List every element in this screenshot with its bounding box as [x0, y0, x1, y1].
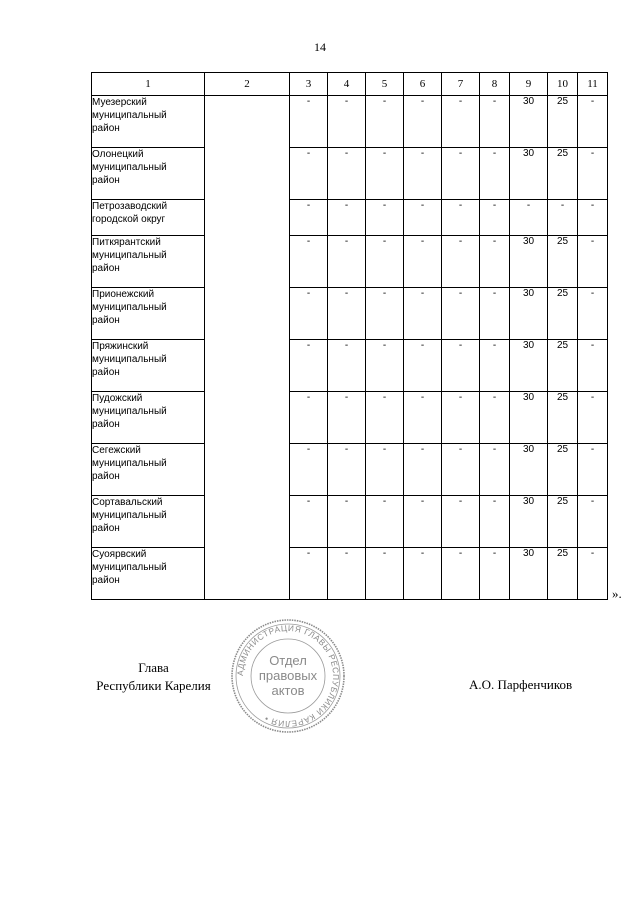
district-name-line: район: [92, 367, 120, 378]
header-cell: 2: [205, 73, 290, 96]
value-cell: -: [328, 496, 366, 548]
stamp-ring-text: АДМИНИСТРАЦИЯ ГЛАВЫ РЕСПУБЛИКИ КАРЕЛИЯ •: [234, 622, 342, 730]
district-name-line: муниципальный: [92, 162, 167, 173]
value-cell: -: [404, 340, 442, 392]
value-cell: -: [578, 200, 608, 236]
value-cell: -: [366, 496, 404, 548]
value-cell: -: [480, 392, 510, 444]
header-cell: 9: [510, 73, 548, 96]
header-cell: 1: [92, 73, 205, 96]
value-cell: -: [404, 236, 442, 288]
value-cell: -: [442, 392, 480, 444]
value-cell: -: [578, 548, 608, 600]
value-cell: -: [290, 392, 328, 444]
value-cell: -: [328, 444, 366, 496]
closing-quote-mark: ».: [612, 586, 622, 601]
value-cell: -: [480, 444, 510, 496]
header-cell: 8: [480, 73, 510, 96]
district-name-line: Прионежский: [92, 289, 155, 300]
value-cell: 30: [510, 548, 548, 600]
value-cell: 30: [510, 340, 548, 392]
header-cell: 7: [442, 73, 480, 96]
value-cell: -: [578, 392, 608, 444]
value-cell: 25: [548, 340, 578, 392]
value-cell: -: [290, 496, 328, 548]
value-cell: -: [578, 496, 608, 548]
value-cell: -: [328, 340, 366, 392]
district-name-line: район: [92, 315, 120, 326]
value-cell: -: [442, 496, 480, 548]
value-cell: -: [404, 444, 442, 496]
table-row: [92, 288, 608, 340]
value-cell: 25: [548, 444, 578, 496]
district-name-line: район: [92, 575, 120, 586]
value-cell: -: [480, 148, 510, 200]
header-cell: 5: [366, 73, 404, 96]
district-name-line: муниципальный: [92, 250, 167, 261]
district-name-line: муниципальный: [92, 302, 167, 313]
value-cell: -: [366, 96, 404, 148]
value-cell: 30: [510, 236, 548, 288]
table-body: [92, 96, 608, 600]
value-cell: -: [366, 340, 404, 392]
value-cell: -: [442, 340, 480, 392]
district-name-line: муниципальный: [92, 510, 167, 521]
value-cell: -: [442, 200, 480, 236]
value-cell: 25: [548, 548, 578, 600]
value-cell: -: [578, 236, 608, 288]
value-cell: -: [480, 548, 510, 600]
value-cell: 30: [510, 288, 548, 340]
value-cell: -: [404, 392, 442, 444]
signatory-title: [91, 659, 216, 695]
value-cell: -: [328, 200, 366, 236]
value-cell: -: [404, 496, 442, 548]
district-name-cell: [92, 288, 205, 340]
value-cell: -: [404, 148, 442, 200]
table-row: [92, 200, 608, 236]
value-cell: -: [442, 444, 480, 496]
district-name-line: район: [92, 123, 120, 134]
district-name-cell: [92, 96, 205, 148]
value-cell: -: [404, 548, 442, 600]
value-cell: 30: [510, 148, 548, 200]
value-cell: -: [290, 340, 328, 392]
districts-table: [91, 72, 608, 600]
district-name-cell: [92, 340, 205, 392]
district-name-line: Сортавальский: [92, 497, 163, 508]
value-cell: -: [548, 200, 578, 236]
district-name-line: Суоярвский: [92, 549, 147, 560]
district-name-line: район: [92, 263, 120, 274]
value-cell: 25: [548, 236, 578, 288]
value-cell: -: [290, 444, 328, 496]
signatory-title-line1: Глава: [138, 660, 169, 675]
district-name-line: муниципальный: [92, 562, 167, 573]
district-name-line: Петрозаводский: [92, 201, 168, 212]
value-cell: 30: [510, 496, 548, 548]
value-cell: -: [480, 340, 510, 392]
district-name-line: район: [92, 175, 120, 186]
table-row: [92, 236, 608, 288]
district-name-line: Муезерский: [92, 97, 147, 108]
value-cell: 25: [548, 288, 578, 340]
district-name-cell: [92, 496, 205, 548]
district-name-line: муниципальный: [92, 354, 167, 365]
value-cell: -: [328, 288, 366, 340]
value-cell: 25: [548, 496, 578, 548]
value-cell: -: [404, 288, 442, 340]
value-cell: -: [290, 96, 328, 148]
table-row: [92, 496, 608, 548]
table-row: [92, 548, 608, 600]
header-cell: 11: [578, 73, 608, 96]
district-name-line: муниципальный: [92, 110, 167, 121]
value-cell: -: [328, 392, 366, 444]
value-cell: -: [366, 444, 404, 496]
table-header: [92, 73, 608, 96]
district-name-line: Пудожский: [92, 393, 143, 404]
table-row: [92, 392, 608, 444]
value-cell: -: [366, 236, 404, 288]
signatory-name: А.О. Парфенчиков: [469, 677, 573, 692]
district-name-line: Сегежский: [92, 445, 141, 456]
value-cell: -: [290, 288, 328, 340]
value-cell: 25: [548, 96, 578, 148]
value-cell: -: [366, 392, 404, 444]
value-cell: -: [578, 96, 608, 148]
value-cell: -: [404, 200, 442, 236]
value-cell: -: [328, 548, 366, 600]
table-row: [92, 96, 608, 148]
value-cell: 25: [548, 392, 578, 444]
value-cell: -: [366, 288, 404, 340]
value-cell: -: [442, 96, 480, 148]
value-cell: -: [480, 496, 510, 548]
value-cell: 30: [510, 444, 548, 496]
value-cell: -: [442, 148, 480, 200]
signatory-title-line2: Республики Карелия: [96, 678, 211, 693]
district-name-cell: [92, 148, 205, 200]
value-cell: -: [442, 288, 480, 340]
page-number: 14: [314, 40, 326, 54]
district-name-line: муниципальный: [92, 458, 167, 469]
header-cell: 3: [290, 73, 328, 96]
header-cell: 4: [328, 73, 366, 96]
value-cell: 30: [510, 96, 548, 148]
district-name-cell: [92, 444, 205, 496]
district-name-line: Питкярантский: [92, 237, 161, 248]
table-row: [92, 444, 608, 496]
district-name-line: район: [92, 523, 120, 534]
district-name-line: Пряжинский: [92, 341, 149, 352]
column-2-merged-cell: [205, 96, 290, 600]
value-cell: -: [328, 96, 366, 148]
value-cell: -: [366, 200, 404, 236]
header-row: [92, 73, 608, 96]
district-name-cell: [92, 548, 205, 600]
value-cell: -: [578, 340, 608, 392]
value-cell: 25: [548, 148, 578, 200]
district-name-line: Олонецкий: [92, 149, 144, 160]
district-name-line: городской округ: [92, 214, 166, 225]
value-cell: -: [578, 148, 608, 200]
district-name-cell: [92, 392, 205, 444]
value-cell: -: [290, 148, 328, 200]
stamp-center-line3: актов: [271, 683, 305, 698]
value-cell: -: [290, 200, 328, 236]
value-cell: -: [442, 236, 480, 288]
district-name-line: район: [92, 419, 120, 430]
district-name-cell: [92, 236, 205, 288]
value-cell: -: [480, 236, 510, 288]
value-cell: -: [366, 548, 404, 600]
value-cell: -: [290, 548, 328, 600]
district-name-cell: [92, 200, 205, 236]
value-cell: -: [480, 96, 510, 148]
table-row: [92, 148, 608, 200]
district-name-line: район: [92, 471, 120, 482]
stamp-center-line1: Отдел: [269, 653, 307, 668]
value-cell: -: [510, 200, 548, 236]
value-cell: -: [290, 236, 328, 288]
value-cell: -: [328, 236, 366, 288]
legal-department-stamp: [229, 617, 347, 735]
value-cell: -: [480, 200, 510, 236]
stamp-center-line2: правовых: [258, 668, 318, 683]
value-cell: -: [578, 444, 608, 496]
value-cell: -: [404, 96, 442, 148]
district-name-line: муниципальный: [92, 406, 167, 417]
value-cell: -: [328, 148, 366, 200]
header-cell: 6: [404, 73, 442, 96]
value-cell: 30: [510, 392, 548, 444]
table-row: [92, 340, 608, 392]
value-cell: -: [578, 288, 608, 340]
value-cell: -: [366, 148, 404, 200]
header-cell: 10: [548, 73, 578, 96]
value-cell: -: [442, 548, 480, 600]
value-cell: -: [480, 288, 510, 340]
